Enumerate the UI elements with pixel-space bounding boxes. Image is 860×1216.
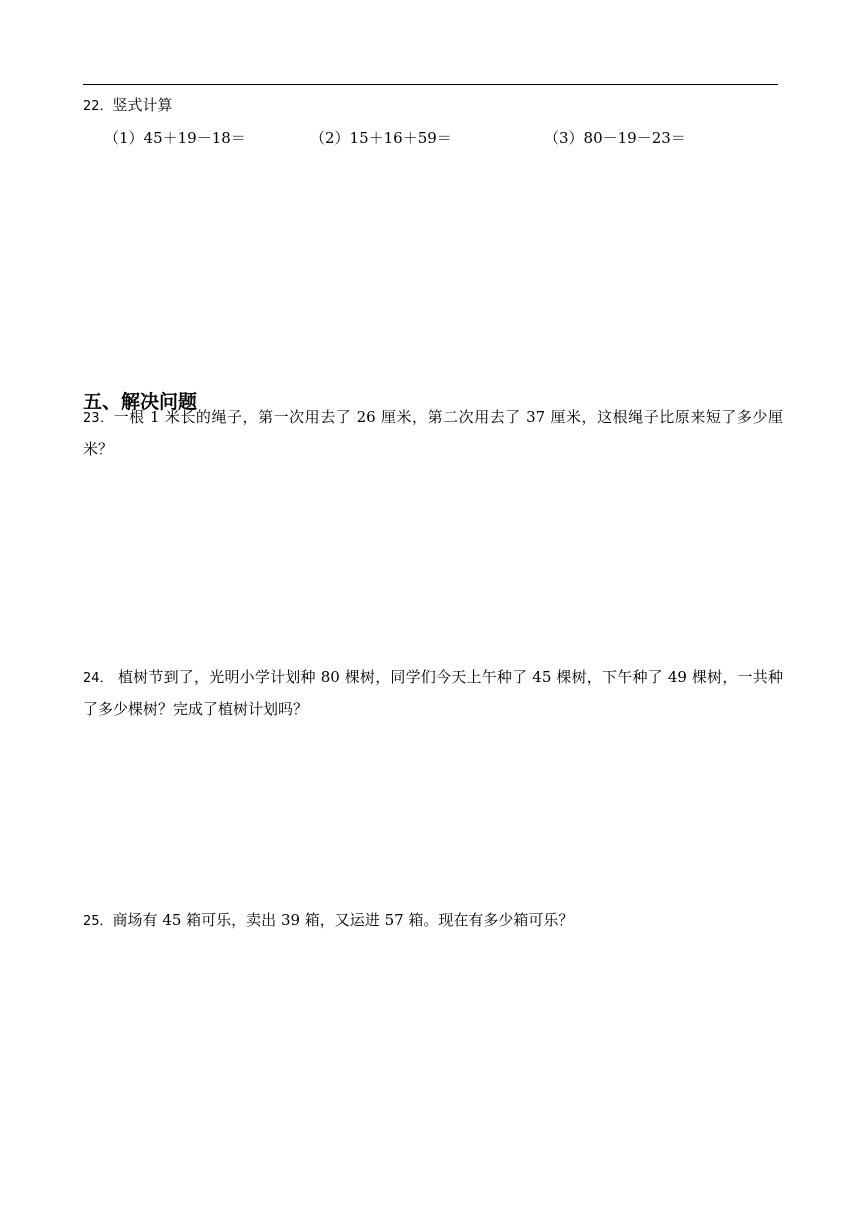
- header-rule: [83, 84, 778, 85]
- question-23-text: 一根 1 米长的绳子，第一次用去了 26 厘米，第二次用去了 37 厘米，这根绳子比原来短了多少厘米？: [83, 408, 783, 458]
- question-22-item-3: （3）80－19－23＝: [544, 129, 686, 147]
- question-23: [83, 402, 783, 465]
- question-25-number: 25．: [83, 914, 113, 929]
- question-24: [83, 662, 783, 725]
- question-22-item-1: （1）45＋19－18＝: [104, 129, 246, 147]
- question-22-title: [83, 95, 173, 117]
- question-22-item-2: （2）15＋16＋59＝: [310, 129, 452, 147]
- question-24-number: 24．: [83, 671, 113, 686]
- question-24-text: 植树节到了，光明小学计划种 80 棵树，同学们今天上午种了 45 棵树，下午种了 49 棵树，一共种了多少棵树？完成了植树计划吗？: [83, 668, 783, 718]
- section-heading: 五、解决问题: [83, 391, 198, 413]
- question-22-text: 竖式计算: [112, 96, 173, 114]
- question-25: [83, 910, 573, 932]
- question-25-text: 商场有 45 箱可乐，卖出 39 箱，又运进 57 箱。现在有多少箱可乐？: [112, 911, 574, 929]
- question-23-number: 23．: [83, 411, 114, 426]
- question-22-number: 22．: [83, 99, 113, 114]
